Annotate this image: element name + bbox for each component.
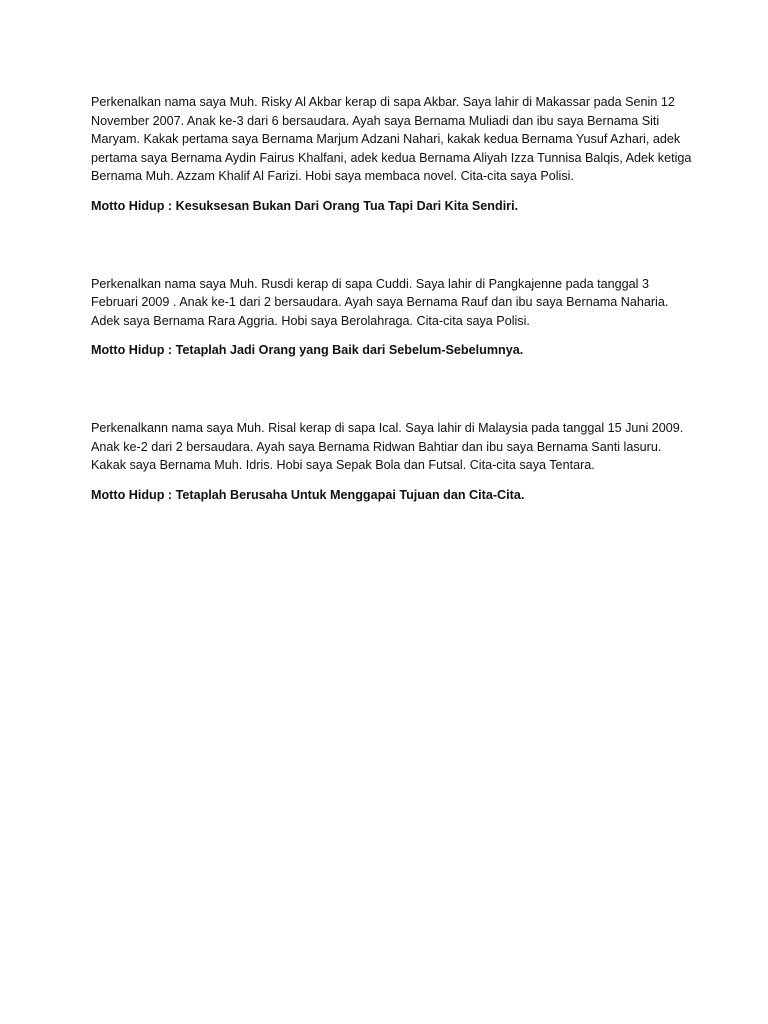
paragraph-line: pertama saya Bernama Aydin Fairus Khalfani, adek kedua Bernama Aliyah Izza Tunnisa Balqis, Adek ketiga bbox=[91, 150, 692, 165]
document-body bbox=[91, 93, 691, 504]
paragraph-line: Anak ke-2 dari 2 bersaudara. Ayah saya Bernama Ridwan Bahtiar dan ibu saya Bernama Santi lasuru. bbox=[91, 439, 662, 454]
paragraph-line: Adek saya Bernama Rara Aggria. Hobi saya Berolahraga. Cita-cita saya Polisi. bbox=[91, 313, 530, 328]
paragraph-line: Bernama Muh. Azzam Khalif Al Farizi. Hobi saya membaca novel. Cita-cita saya Polisi. bbox=[91, 169, 574, 184]
paragraph-line: Perkenalkann nama saya Muh. Risal kerap di sapa Ical. Saya lahir di Malaysia pada tanggal 15 Juni 2009. bbox=[91, 420, 684, 435]
section-akbar bbox=[91, 93, 691, 216]
paragraph-line: Perkenalkan nama saya Muh. Risky Al Akbar kerap di sapa Akbar. Saya lahir di Makassar pada Senin 12 bbox=[91, 95, 675, 109]
motto-rusdi: Motto Hidup : Tetaplah Jadi Orang yang Baik dari Sebelum-Sebelumnya. bbox=[91, 343, 524, 358]
paragraph-line: Maryam. Kakak pertama saya Bernama Marjum Adzani Nahari, kakak kedua Bernama Yusuf Azhari, adek bbox=[91, 132, 681, 147]
paragraph-line: November 2007. Anak ke-3 dari 6 bersaudara. Ayah saya Bernama Muliadi dan ibu saya Bernama Siti bbox=[91, 113, 660, 128]
paragraph-line: Kakak saya Bernama Muh. Idris. Hobi saya Sepak Bola dan Futsal. Cita-cita saya Tentara. bbox=[91, 458, 595, 473]
section-rusdi bbox=[91, 275, 691, 360]
paragraph-line: Februari 2009 . Anak ke-1 dari 2 bersaudara. Ayah saya Bernama Rauf dan ibu saya Bernama Naharia. bbox=[91, 295, 669, 310]
section-risal bbox=[91, 419, 691, 504]
paragraph-line: Perkenalkan nama saya Muh. Rusdi kerap di sapa Cuddi. Saya lahir di Pangkajenne pada tanggal 3 bbox=[91, 276, 649, 291]
paragraph-risal bbox=[91, 419, 691, 475]
paragraph-rusdi bbox=[91, 275, 691, 331]
paragraph-akbar bbox=[91, 93, 691, 186]
motto-akbar: Motto Hidup : Kesuksesan Bukan Dari Orang Tua Tapi Dari Kita Sendiri. bbox=[91, 198, 519, 213]
motto-risal: Motto Hidup : Tetaplah Berusaha Untuk Menggapai Tujuan dan Cita-Cita. bbox=[91, 487, 525, 502]
